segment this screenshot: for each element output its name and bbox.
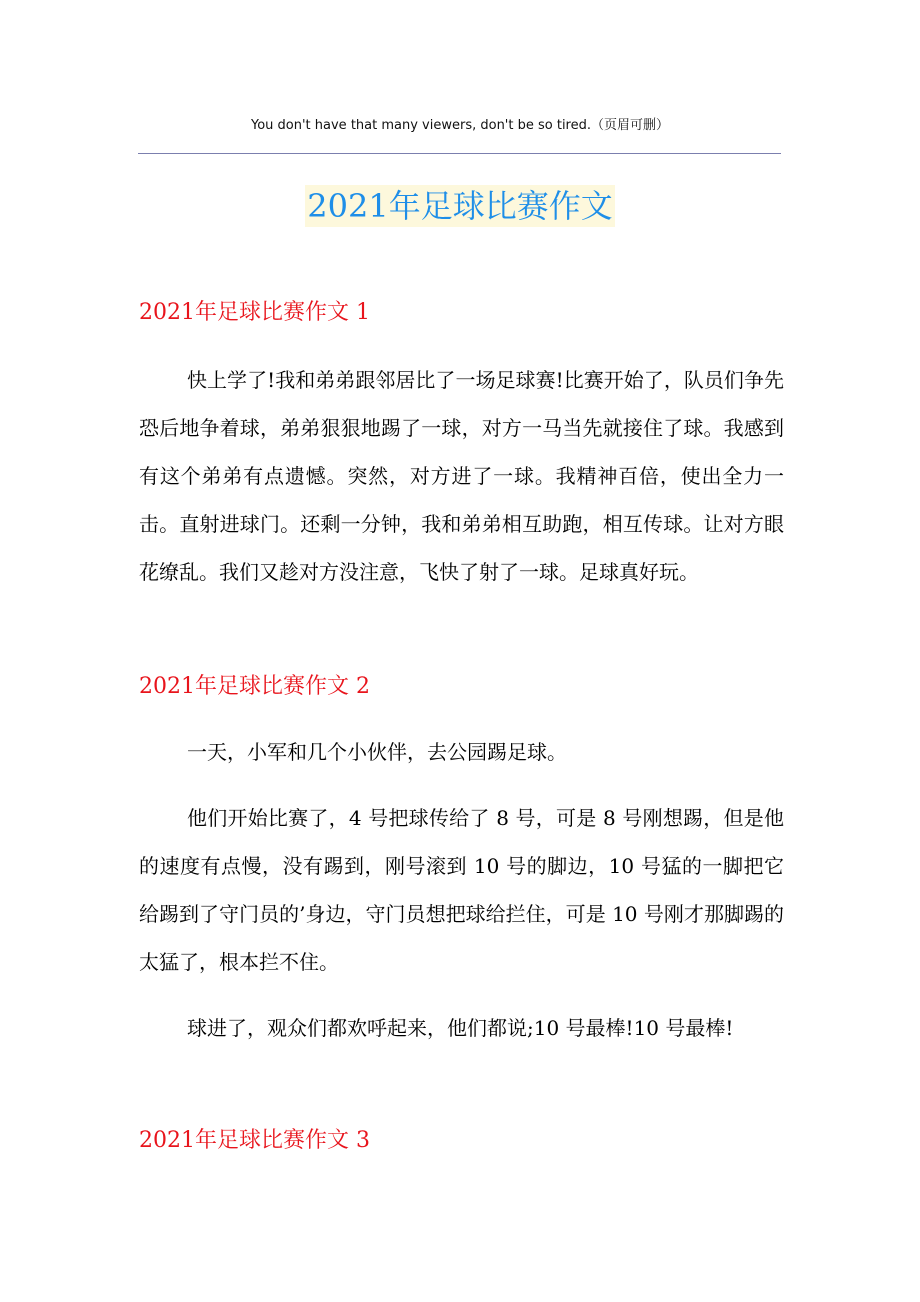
section-heading-2: 2021年足球比赛作文 2 (139, 674, 370, 699)
header-divider (138, 153, 781, 154)
section-1-paragraph-1: 快上学了!我和弟弟跟邻居比了一场足球赛!比赛开始了，队员们争先恐后地争着球，弟弟狠狠地踢了一球，对方一马当先就接住了球。我感到有这个弟弟有点遗憾。突然，对方进了一球。我精神百倍，使出全力一击。直射进球门。还剩一分钟，我和弟弟相互助跑，相互传球。让对方眼花缭乱。我们又趁对方没注意，飞快了射了一球。足球真好玩。 (139, 368, 784, 584)
section-2-paragraph-2: 他们开始比赛了，4 号把球传给了 8 号，可是 8 号刚想踢，但是他的速度有点慢，没有踢到，刚号滚到 10 号的脚边，10 号猛的一脚把它给踢到了守门员的’身边，守门员想把球给拦住，可是 10 号刚才那脚踢的太猛了，根本拦不住。 (139, 806, 784, 974)
document-title (0, 183, 920, 229)
document-title-text: 2021年足球比赛作文 (307, 187, 613, 225)
section-heading-1: 2021年足球比赛作文 1 (139, 300, 370, 325)
section-2-paragraph-1: 一天，小军和几个小伙伴，去公园踢足球。 (187, 740, 567, 764)
section-heading-3: 2021年足球比赛作文 3 (139, 1128, 370, 1153)
section-2-paragraph-3: 球进了，观众们都欢呼起来，他们都说;10 号最棒!10 号最棒! (187, 1016, 734, 1040)
page-header-text: You don't have that many viewers, don't be so tired.（页眉可删） (251, 118, 669, 133)
